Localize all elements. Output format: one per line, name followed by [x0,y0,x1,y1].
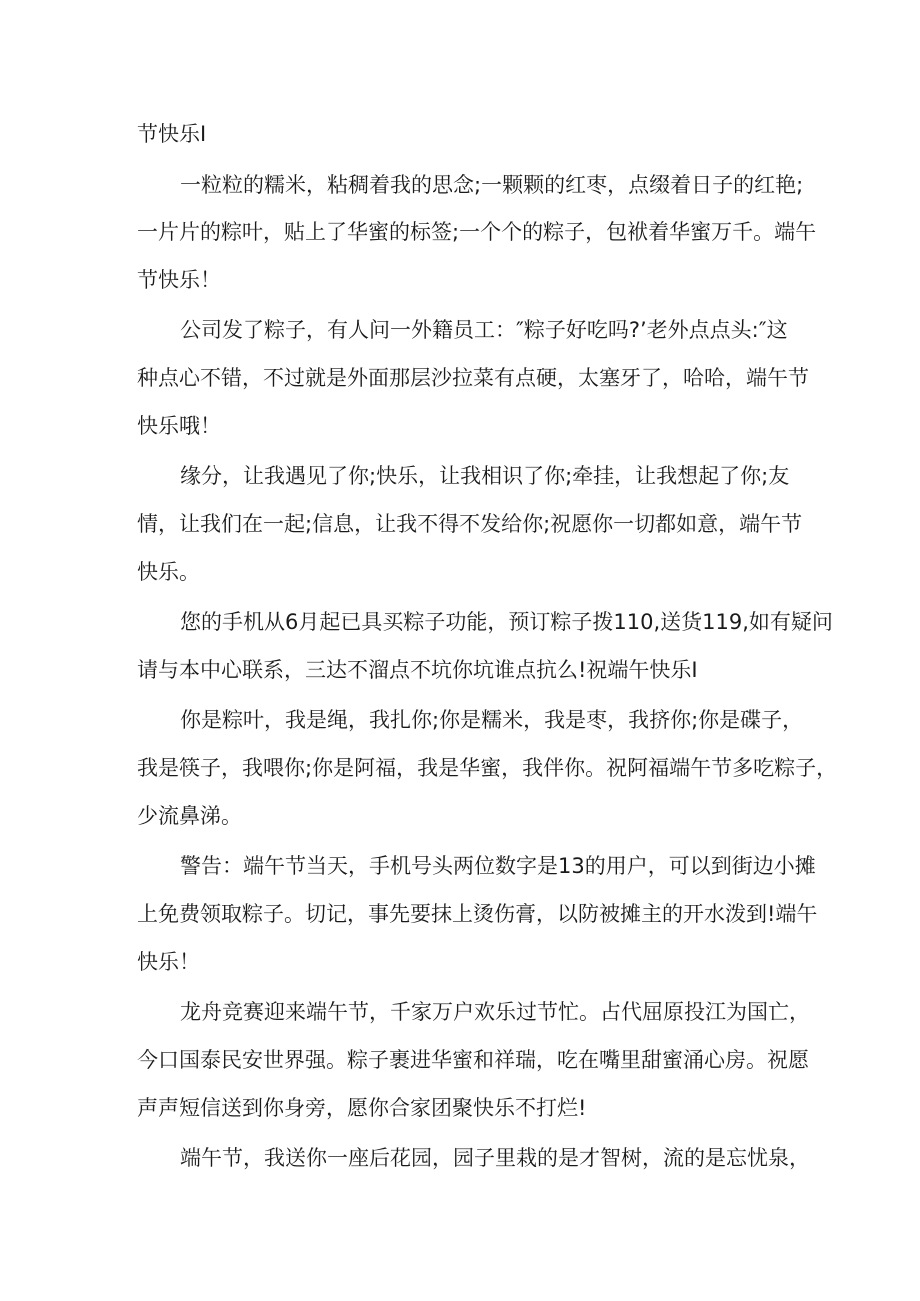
text-line: 请与本中心联系，三达不溜点不坑你坑谁点抗么!祝端午快乐I [137,658,698,682]
text-line: 节快乐I [137,122,207,146]
paragraph-first-line: 缘分，让我遇见了你;快乐，让我相识了你;牵挂，让我想起了你;友 [180,464,790,488]
paragraph-first-line: 一粒粒的糯米，粘稠着我的思念;一颗颗的红枣，点缀着日子的红艳; [180,173,804,197]
text-line: 少流鼻涕。 [137,804,242,828]
paragraph-first-line: 公司发了粽子，有人问一外籍员工：″粽子好吃吗?’老外点点头:″这 [180,318,788,342]
text-line: 种点心不错，不过就是外面那层沙拉菜有点硬，太塞牙了，哈哈，端午节 [137,366,809,390]
text-line: 一片片的粽叶，贴上了华蜜的标签;一个个的粽子，包袱着华蜜万千。端午 [137,220,817,244]
paragraph-first-line: 您的手机从6月起已具买粽子功能，预订粽子拨110,送货119,如有疑问 [180,610,833,634]
text-line: 快乐！ [137,950,200,974]
text-line: 我是筷子，我喂你;你是阿福，我是华蜜，我伴你。祝阿福端午节多吃粽子， [137,756,838,780]
text-line: 今口国泰民安世界强。粽子裹进华蜜和祥瑞，吃在嘴里甜蜜涌心房。祝愿 [137,1048,809,1072]
text-line: 快乐。 [137,560,200,584]
text-line: 节快乐！ [137,268,221,292]
paragraph-first-line: 警告：端午节当天，手机号头两位数字是13的用户，可以到街边小摊 [180,854,816,878]
text-line: 上免费领取粽子。切记，事先要抹上烫伤膏，以防被摊主的开水泼到!端午 [137,902,818,926]
text-line: 快乐哦！ [137,414,221,438]
text-line: 声声短信送到你身旁，愿你合家团聚快乐不打烂! [137,1096,587,1120]
paragraph-first-line: 龙舟竞赛迎来端午节，千家万户欢乐过节忙。占代屈原投江为国亡， [180,1000,810,1024]
text-line: 情，让我们在一起;信息，让我不得不发给你;祝愿你一切都如意，端午节 [137,512,803,536]
paragraph-first-line: 端午节，我送你一座后花园，园子里栽的是才智树，流的是忘忧泉， [180,1146,810,1170]
paragraph-first-line: 你是粽叶，我是绳，我扎你;你是糯米，我是枣，我挤你;你是碟子， [180,708,804,732]
